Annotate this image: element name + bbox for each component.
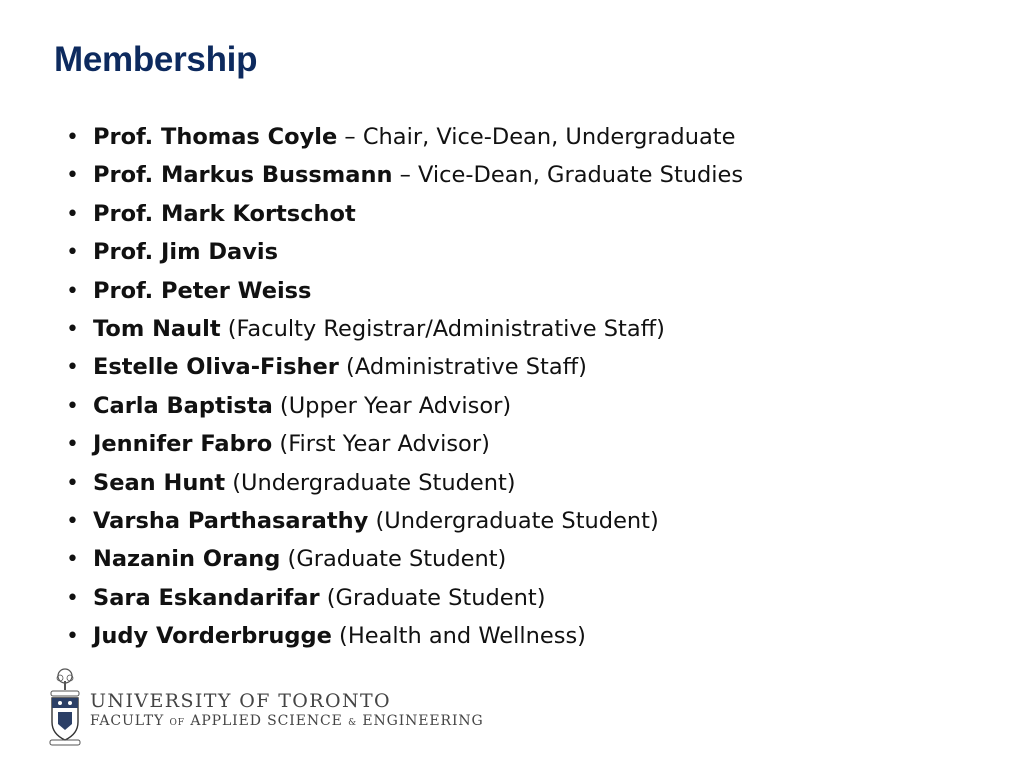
bullet-icon: • <box>66 163 79 189</box>
member-name: Prof. Markus Bussmann <box>93 162 393 189</box>
bullet-icon: • <box>66 547 79 573</box>
list-item <box>66 540 743 578</box>
list-item <box>66 348 743 386</box>
list-item <box>66 156 743 194</box>
list-item <box>66 118 743 156</box>
member-name: Prof. Mark Kortschot <box>93 200 356 227</box>
member-detail: (Health and Wellness) <box>331 623 586 650</box>
member-name: Prof. Thomas Coyle <box>93 124 338 150</box>
member-detail: (Faculty Registrar/Administrative Staff) <box>220 315 665 342</box>
list-item <box>66 425 743 463</box>
bullet-icon: • <box>66 470 79 496</box>
bullet-icon: • <box>66 432 79 458</box>
list-item <box>66 617 743 655</box>
member-detail: (Undergraduate Student) <box>225 469 516 496</box>
logo-applied-science-words: APPLIED SCIENCE <box>190 713 343 729</box>
logo-engineering-word: ENGINEERING <box>362 713 484 729</box>
member-name: Sara Eskandarifar <box>93 584 320 611</box>
member-detail: (First Year Advisor) <box>272 431 490 458</box>
logo-ampersand: & <box>348 718 357 728</box>
member-detail: (Graduate Student) <box>319 584 546 611</box>
membership-list <box>66 118 743 655</box>
list-item <box>66 272 743 310</box>
bullet-icon: • <box>66 508 79 534</box>
logo-faculty-name <box>90 713 484 729</box>
member-name: Prof. Jim Davis <box>93 239 278 266</box>
logo-of-word: OF <box>169 718 185 728</box>
bullet-icon: • <box>66 355 79 381</box>
bullet-icon: • <box>66 125 79 150</box>
logo-faculty-word: FACULTY <box>90 713 165 729</box>
member-name: Varsha Parthasarathy <box>93 507 369 534</box>
list-item <box>66 195 743 233</box>
bullet-icon: • <box>66 278 79 304</box>
member-detail: (Administrative Staff) <box>338 354 587 381</box>
list-item <box>66 387 743 425</box>
member-name: Jennifer Fabro <box>93 431 273 458</box>
member-detail: (Undergraduate Student) <box>368 507 659 534</box>
member-name: Tom Nault <box>93 315 221 342</box>
bullet-icon: • <box>66 240 79 266</box>
member-name: Judy Vorderbrugge <box>93 623 332 650</box>
bullet-icon: • <box>66 624 79 650</box>
list-item <box>66 310 743 348</box>
list-item <box>66 464 743 502</box>
member-detail: – Chair, Vice-Dean, Undergraduate <box>337 124 736 150</box>
slide-title: Membership <box>54 40 258 79</box>
bullet-icon: • <box>66 316 79 342</box>
member-detail: – Vice-Dean, Graduate Studies <box>392 162 744 189</box>
list-item <box>66 502 743 540</box>
university-crest-icon <box>48 666 82 746</box>
member-name: Nazanin Orang <box>93 546 281 573</box>
list-item <box>66 579 743 617</box>
member-name: Carla Baptista <box>93 392 273 419</box>
list-item <box>66 233 743 271</box>
bullet-icon: • <box>66 393 79 419</box>
bullet-icon: • <box>66 201 79 227</box>
bullet-icon: • <box>66 585 79 611</box>
logo-university-name: UNIVERSITY OF TORONTO <box>90 690 392 712</box>
member-name: Sean Hunt <box>93 469 226 496</box>
member-detail: (Upper Year Advisor) <box>272 392 512 419</box>
university-logo <box>48 666 518 748</box>
member-name: Estelle Oliva-Fisher <box>93 354 339 381</box>
member-detail: (Graduate Student) <box>280 546 507 573</box>
member-name: Prof. Peter Weiss <box>93 277 312 304</box>
